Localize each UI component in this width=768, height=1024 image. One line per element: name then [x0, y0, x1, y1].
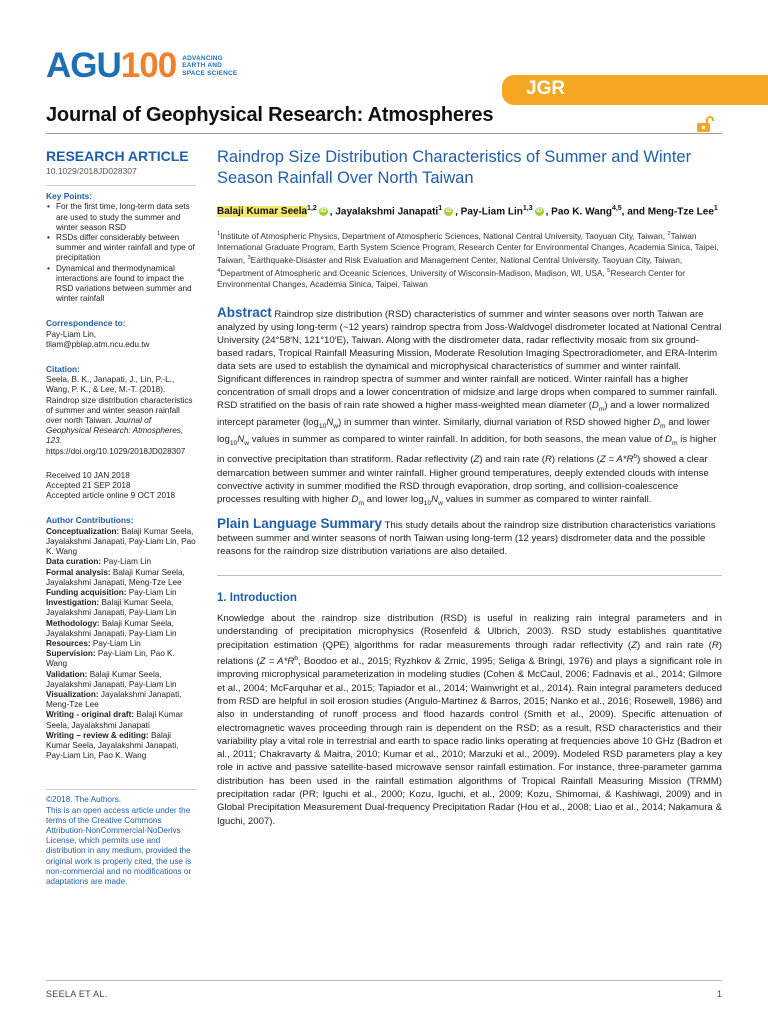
author-affil-sup: 1,2	[307, 205, 317, 212]
plain-language-summary	[217, 517, 722, 558]
received-date: Received 10 JAN 2018	[46, 470, 130, 480]
affiliation-item: Institute of Atmospheric Physics, Department of Atmospheric Sciences, National Central University, Taoyuan City, Taiwan,	[220, 231, 668, 242]
symbol-sup: b	[633, 453, 638, 461]
sidebar-divider	[46, 789, 196, 790]
author-name[interactable]: , Jayalakshmi Janapati	[329, 206, 439, 218]
abstract-text: Raindrop size distribution (RSD) characteristics of summer and winter seasons over north Taiwan are analyzed by using long-term (~12 years) raindrop spectra from Joss-Waldvogel disdrometer located at National Central University (24°58′N, 121°10′E), Taiwan. Along with the disdrometer data, radar reflectivity mosaic from six ground-based radars, Tropical Rainfall Measuring Mission, Moderate Resolution Imaging Spectroradiometer, and ERA-Interim data sets are used to establish the dynamical and microphysical characteristics of summer and winter rainfall. Significant differences in raindrop spectra of summer and winter rainfall are noticed. Winter rainfall has a higher concentration of small drops and a lower concentration of midsize and large drops when compared to summer rainfall. RSD stratified on the basis of rain rate showed a higher mass-weighted mean diameter (	[217, 308, 722, 412]
logo-tag-line: SPACE SCIENCE	[182, 69, 238, 77]
header-divider	[46, 133, 722, 134]
orcid-icon[interactable]: iD	[536, 208, 543, 215]
symbol-sub: m	[598, 406, 605, 414]
symbol-sub: 10	[318, 423, 327, 431]
key-points-list	[46, 202, 196, 304]
symbol: Z = A*R	[259, 656, 295, 668]
intro-text: , Boodoo et al., 2015; Ryzhkov & Zrnic, 1995; Seliga & Bringi, 1976) and plays a significant role in improving microphysical parameterization in modeling studies (Cohen & McCaul, 2006; Fadnavis et al., 2014; Gilmore et al., 2004; McFarquhar et al., 2015; Tapiador et al., 2014; Wainwright et al., 2014). Rain integral parameters deduced from RSD are helpful in soil erosion studies (Angulo-Martinez & Barros, 2015; Nanko et al., 2016; Rosewell, 1986) and also in understanding of runoff process and flood hazards control (Smith et al., 2009). Specific attenuation of electromagnetic waves proceeding through rain is dependent on the RSD; as a result, RSD characteristics and their variability play a vital role in terrestrial and earth to space radio links operating at frequencies above 10 GHz (Badron et al., 2011; Chakravarty & Maitra, 2010; Kumar et al., 2010; Marzuki et al., 2009). Modeled RSD parameters play a key role in active and passive satellite-based microwave sensor rainfall estimation. For instance, three-parameter gamma distribution has been used in the rainfall estimation algorithms of Tropical Rainfall Measuring Mission (TRMM) precipitation radar (PR; Iguchi et al., 2000; Kozu, Iguchi, et al., 2009; Kozu, Shimomai, & Kashiwagi, 2009) and in Global Precipitation Measurement Dual-frequency Precipitation Radar (Hou et al., 2008; Liao et al., 2014; Nakamura & Iguchi, 2007).	[217, 656, 723, 827]
contribution-item	[46, 557, 196, 567]
abstract-text: and lower log	[363, 493, 424, 505]
contribution-names: Balaji Kumar Seela, Jayalakshmi Janapati, Meng-Tze Lee	[46, 567, 185, 587]
affiliations	[217, 229, 722, 289]
affil-sup: 5	[607, 267, 611, 274]
symbol-sub: m	[358, 499, 364, 507]
sidebar-divider	[46, 185, 196, 186]
symbol-sup: b	[294, 654, 298, 662]
contribution-item	[46, 710, 196, 730]
contribution-item	[46, 527, 196, 558]
logo-tag-line: EARTH AND	[182, 62, 223, 70]
contributions-heading: Author Contributions:	[46, 515, 134, 526]
pls-text: This study details about the raindrop size distribution characteristics variations between summer and winter seasons of north Taiwan using long-term (12 years) disdrometer data and the possible reasons for the raindrop size distribution variations are also detailed.	[217, 519, 716, 557]
citation-doi-link[interactable]: . https://doi.org/10.1029/2018JD028307	[46, 436, 186, 456]
footer-divider	[46, 980, 722, 981]
symbol-sub: w	[244, 440, 250, 448]
contribution-names: Balaji Kumar Seela, Jayalakshmi Janapati, Pay-Liam Lin	[46, 618, 177, 638]
key-point-item: • RSDs differ considerably between summer and winter rainfall and type of precipitation	[46, 233, 196, 264]
contribution-role: Methodology:	[46, 618, 100, 628]
logo-tag-line: ADVANCING	[182, 54, 223, 62]
logo-tagline	[182, 55, 237, 78]
symbol: D	[591, 400, 599, 412]
journal-title: Journal of Geophysical Research: Atmospheres	[46, 104, 494, 126]
doi-link[interactable]: 10.1029/2018JD028307	[46, 166, 137, 176]
logo-agu-text: AGU	[46, 46, 121, 85]
intro-text: Knowledge about the raindrop size distribution (RSD) is useful in realizing rain integral parameters and in understanding of precipitation microphysics (Rosenfeld & Ulbrich, 2003). RSD study establishes quantitative precipitation estimation (QPE) algorithms for radar measurements through radar reflectivity (	[217, 613, 722, 651]
contribution-names: Balaji Kumar Seela, Jayalakshmi Janapati, Pay-Liam Lin, Pao K. Wang	[46, 526, 196, 557]
contribution-names: Balaji Kumar Seela, Jayalakshmi Janapati, Pay-Liam Lin	[46, 598, 177, 618]
contribution-item	[46, 690, 196, 710]
contribution-names: Pay-Liam Lin	[92, 638, 141, 648]
symbol: N	[237, 434, 245, 446]
affil-sup: 4	[217, 267, 221, 274]
abstract-text: values in summer as compared to winter rainfall. In addition, for both seasons, the mean value of	[249, 434, 666, 446]
contribution-names: Balaji Kumar Seela, Jayalakshmi Janapati, Pay-Liam Lin, Pao K. Wang	[46, 730, 179, 761]
abstract-text: ) in summer than winter. Similarly, diurnal variation of RSD showed higher	[338, 417, 654, 429]
sidebar	[46, 148, 196, 887]
symbol: N	[326, 417, 334, 429]
citation-part: Seela, B. K., Janapati, J., Lin, P.-L., Wang, P. K., & Lee, M.-T. (2018). Raindrop size distribution characteristics of summer and winter season rainfall over north Taiwan.	[46, 375, 193, 426]
symbol: Z = A*R	[599, 454, 634, 466]
orcid-icon[interactable]: iD	[445, 208, 452, 215]
contribution-item	[46, 670, 196, 690]
symbol: D	[351, 493, 359, 505]
contribution-role: Supervision:	[46, 649, 96, 659]
author-name[interactable]: , Pay-Liam Lin	[455, 206, 523, 218]
author-name[interactable]: Balaji Kumar Seela	[217, 206, 308, 218]
abstract-text: values in summer as compared to winter rainfall.	[442, 493, 652, 505]
abstract-text: ) relations (	[551, 454, 600, 466]
symbol-sub: m	[671, 440, 678, 448]
contribution-role: Investigation:	[46, 598, 100, 608]
jgr-badge	[502, 75, 768, 105]
abstract-text: ) showed a clear demarcation between summer and winter rainfall. Higher ground temperatures, deeply extended clouds with intense convective activity in summer modified the RSD through evaporation, drop sorting, and collision-coalescence processes resulting with higher	[217, 454, 709, 505]
license-text: This is an open access article under the terms of the Creative Commons Attribution-NonCommercial-NoDerivs License, which permits use and distribution in any medium, provided the original work is properly cited, the use is non-commercial and no modifications or adaptations are made.	[46, 805, 192, 886]
contribution-role: Writing - original draft:	[46, 710, 135, 720]
abstract-text: ) and a lower normalized intercept parameter (log	[217, 400, 710, 429]
contribution-role: Conceptualization:	[46, 526, 120, 536]
online-date: Accepted article online 9 OCT 2018	[46, 491, 176, 501]
copyright-heading: ©2018. The Authors.	[46, 795, 122, 805]
author-name[interactable]: , Pao K. Wang	[545, 206, 612, 218]
symbol: R	[544, 454, 552, 466]
contributions-list	[46, 527, 196, 762]
citation-heading: Citation:	[46, 364, 80, 375]
author-affil-sup: 4,5	[611, 205, 622, 212]
symbol: Z	[631, 639, 637, 651]
page-number: 1	[716, 989, 722, 999]
intro-text: ) and rain rate (	[636, 639, 712, 651]
citation-journal: Journal of Geophysical Research: Atmospheres, 123	[46, 416, 184, 446]
footer-author: SEELA ET AL.	[46, 989, 108, 999]
citation-text	[46, 375, 196, 457]
contribution-names: Balaji Kumar Seela, Jayalakshmi Janapati, Pay-Liam Lin	[46, 669, 177, 689]
abstract	[217, 306, 722, 510]
abstract-heading: Abstract	[217, 304, 272, 320]
accepted-date: Accepted 21 SEP 2018	[46, 481, 131, 491]
author-affil-sup: 1,3	[522, 205, 533, 212]
contribution-role: Writing – review & editing:	[46, 730, 149, 740]
contribution-names: Pay-Liam Lin	[103, 557, 152, 567]
symbol-sub: w	[438, 499, 443, 507]
contribution-item	[46, 649, 196, 669]
contribution-names: Pay-Liam Lin, Pao K. Wang	[46, 649, 175, 669]
symbol: Z	[473, 454, 480, 466]
key-point-item: • For the first time, long-term data sets are used to study the summer and winter season RSD	[46, 202, 196, 233]
correspondence-name: Pay-Liam Lin,	[46, 329, 97, 339]
contribution-names: Balaji Kumar Seela, Jayalakshmi Janapati	[46, 710, 183, 730]
contribution-item	[46, 598, 196, 618]
open-access-lock-icon	[694, 115, 716, 133]
contribution-role: Funding acquisition:	[46, 587, 127, 597]
contribution-names: Pay-Liam Lin	[128, 587, 177, 597]
symbol: R	[711, 639, 719, 651]
symbol: D	[653, 417, 661, 429]
affiliation-item: Research Center for Environmental Changes, Academia Sinica, Taipei, Taiwan	[217, 267, 686, 289]
contribution-role: Formal analysis:	[46, 567, 111, 577]
agu100-logo	[46, 46, 238, 85]
contribution-item	[46, 731, 196, 762]
contribution-role: Visualization:	[46, 689, 99, 699]
affil-sup: 2	[667, 231, 671, 238]
section-divider	[217, 575, 722, 576]
author-affil-sup: 1	[713, 205, 718, 212]
intro-text: ) relations (	[217, 639, 722, 668]
contribution-role: Data curation:	[46, 557, 102, 567]
affil-sup: 3	[247, 255, 251, 262]
introduction-heading: 1. Introduction	[217, 592, 297, 605]
affiliation-item: Taiwan International Graduate Program, Earth System Science Program, Research Center for Environmental Changes, Academia Sinica, Taipei, Taiwan,	[217, 231, 719, 265]
author-name[interactable]: , and Meng-Tze Lee	[621, 206, 714, 218]
article-type-label: RESEARCH ARTICLE	[46, 148, 189, 164]
contribution-role: Resources:	[46, 638, 91, 648]
abstract-text: and lower log	[217, 417, 710, 446]
contribution-item	[46, 568, 196, 588]
affiliation-item: Earthquake-Disaster and Risk Evaluation and Management Center, National Central University, Taoyuan City, Taiwan,	[250, 254, 683, 265]
correspondence-email[interactable]: tliam@pblap.atm.ncu.edu.tw	[46, 339, 150, 349]
jgr-badge-text: JGR	[526, 78, 566, 99]
contribution-item	[46, 639, 196, 649]
affil-sup: 1	[217, 231, 221, 238]
symbol-sub: w	[333, 423, 339, 431]
article-dates	[46, 471, 196, 502]
symbol-sub: 10	[229, 440, 238, 448]
paper-title: Raindrop Size Distribution Characteristics of Summer and Winter Season Rainfall Over North Taiwan	[217, 148, 692, 187]
pls-heading: Plain Language Summary	[217, 515, 383, 531]
orcid-icon[interactable]: iD	[320, 208, 327, 215]
key-points-heading: Key Points:	[46, 191, 93, 202]
correspondence-heading: Correspondence to:	[46, 318, 126, 329]
symbol-sub: 10	[423, 499, 432, 507]
contribution-role: Validation:	[46, 669, 88, 679]
introduction-text	[217, 612, 722, 828]
affiliation-item: Department of Atmospheric and Oceanic Sciences, University of Wisconsin-Madison, Madison, WI, USA,	[220, 267, 608, 278]
author-list	[217, 202, 722, 218]
contribution-item	[46, 588, 196, 598]
contribution-names: Jayalakshmi Janapati, Meng-Tze Lee	[46, 689, 182, 710]
abstract-text: is higher in convective precipitation than stratiform. Radar reflectivity (	[217, 434, 717, 466]
key-point-item: • Dynamical and thermodynamical interactions are found to impact the RSD variations between summer and winter rainfall	[46, 264, 196, 305]
symbol: N	[431, 493, 439, 505]
logo-100-text: 100	[120, 46, 177, 85]
symbol-sub: m	[660, 423, 666, 431]
article-main	[217, 147, 722, 828]
contribution-item	[46, 619, 196, 639]
abstract-text: ) and rain rate (	[479, 454, 545, 466]
symbol: D	[665, 434, 672, 446]
author-affil-sup: 1	[438, 205, 443, 212]
